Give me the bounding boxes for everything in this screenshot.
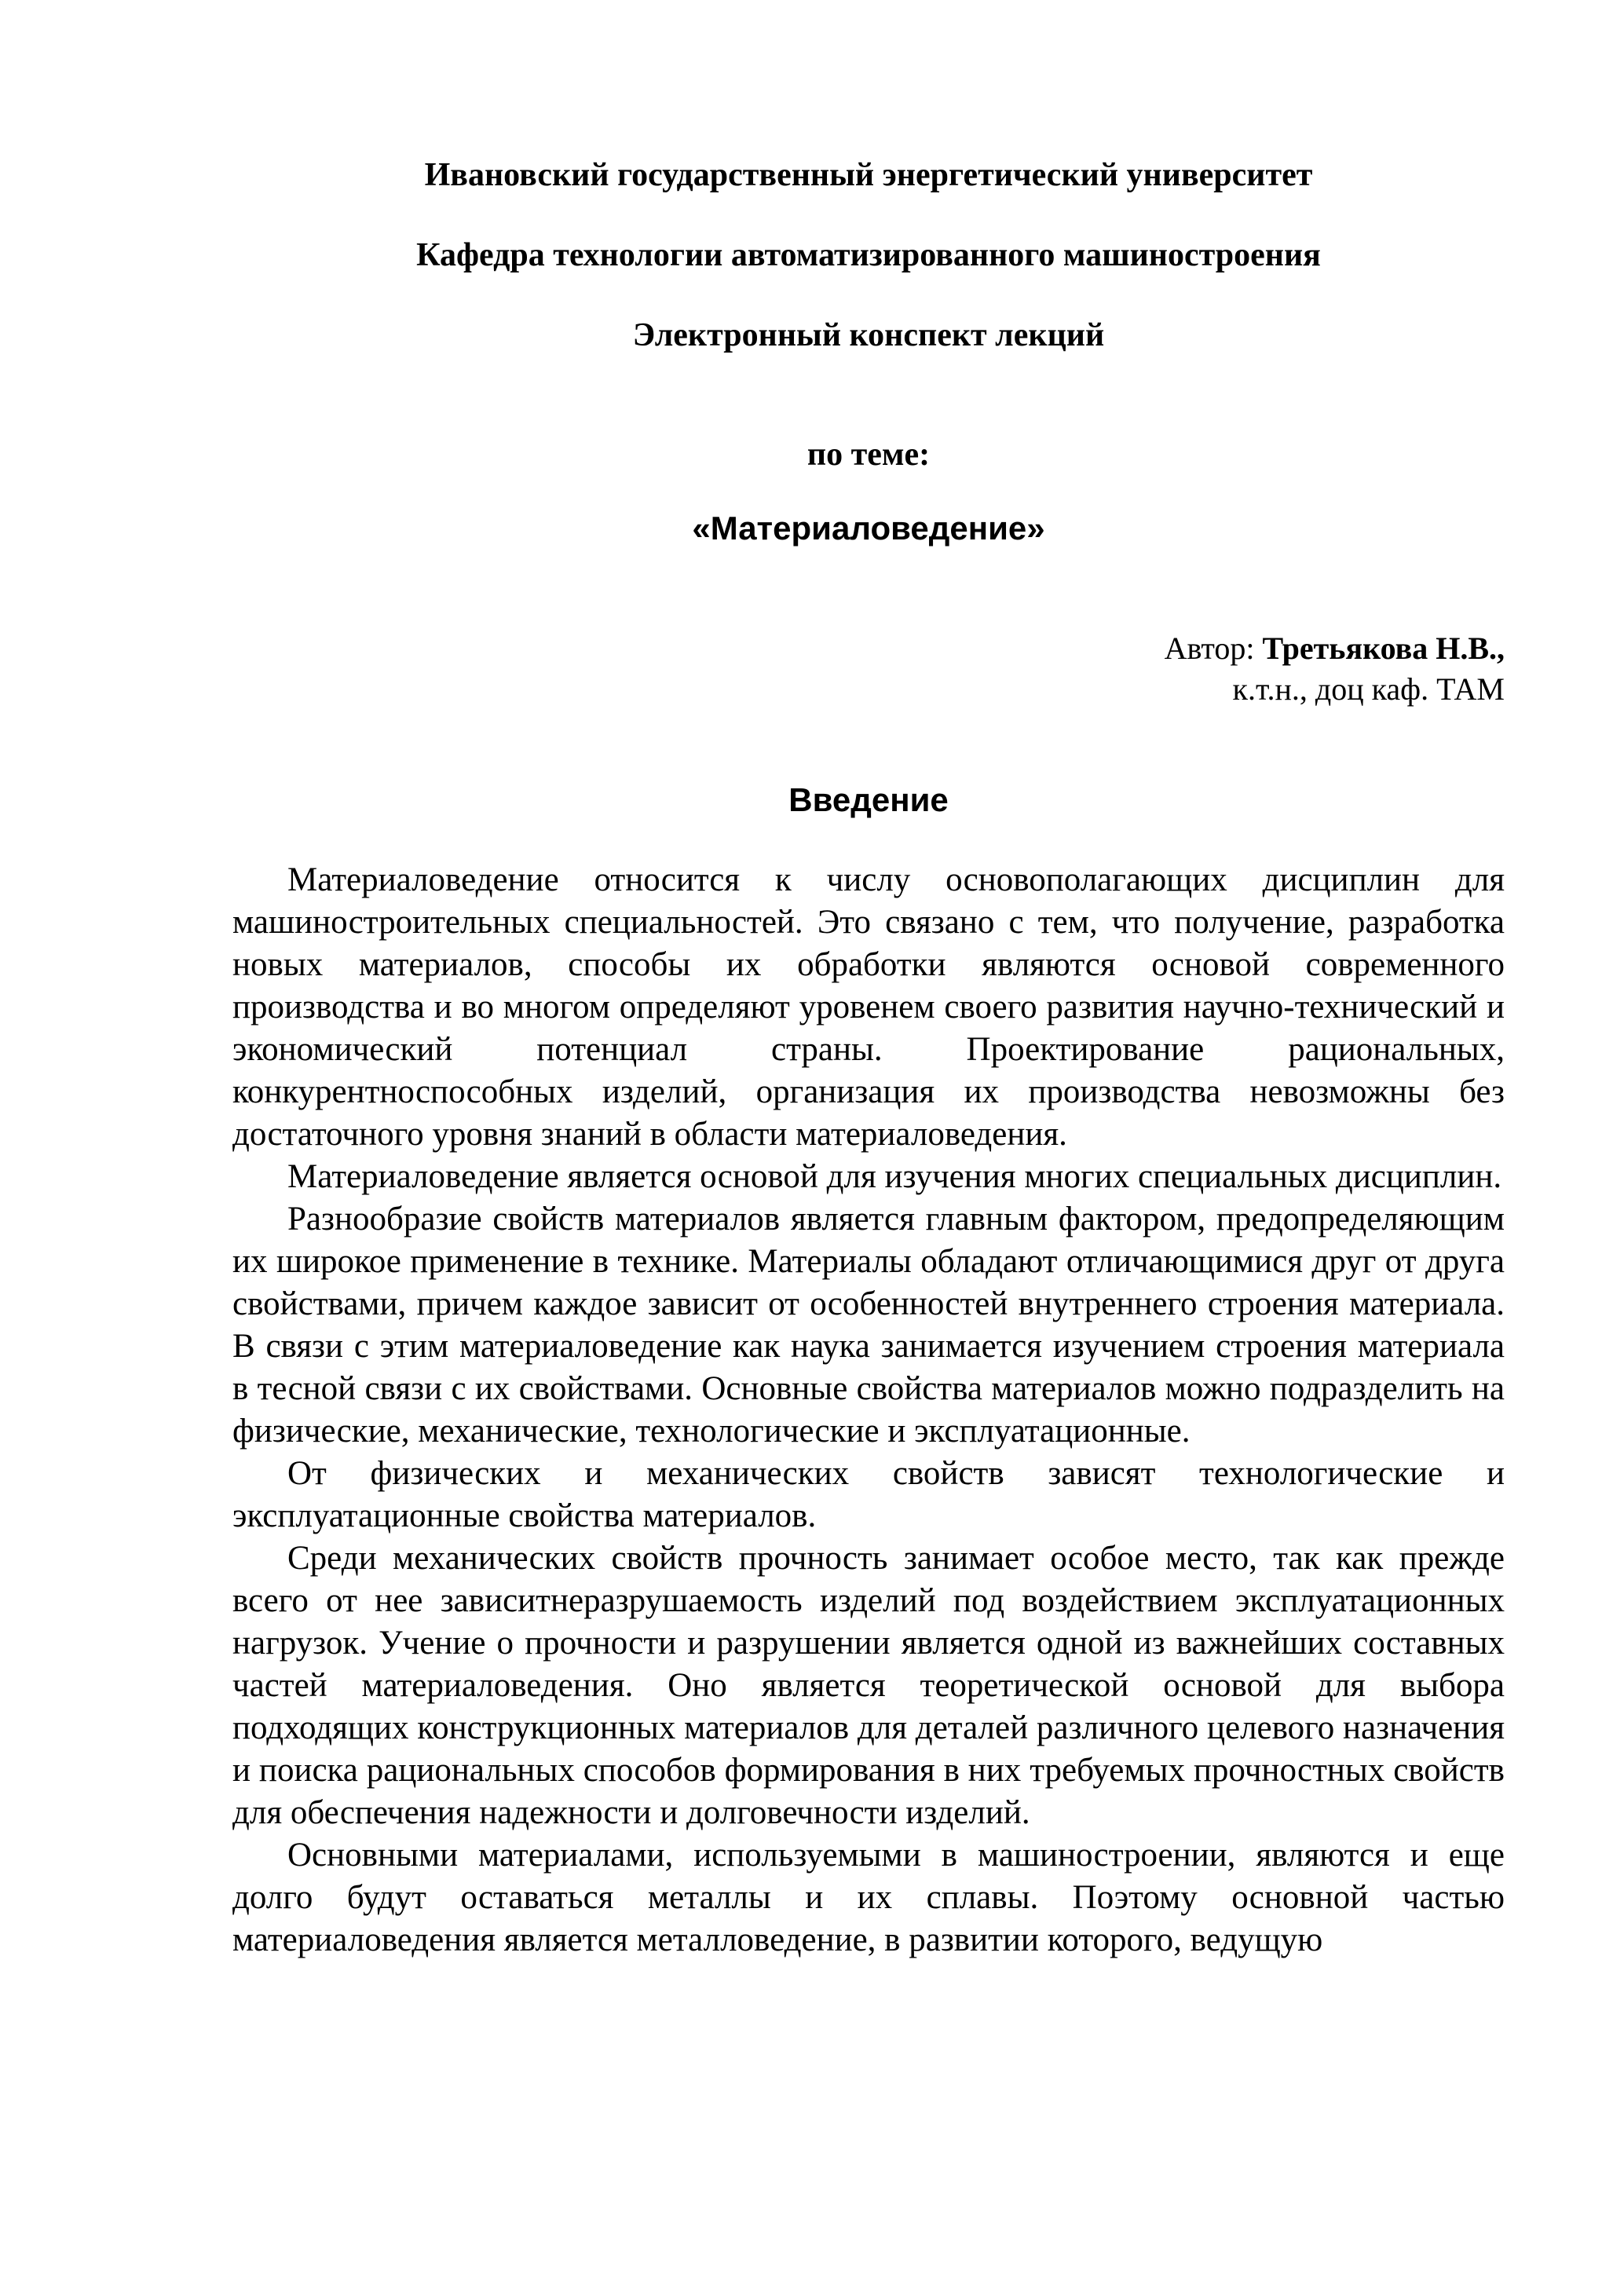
document-type-title: Электронный конспект лекций (632, 317, 1105, 353)
paragraph: Среди механических свойств прочность занимает особое место, так как прежде всего от нее зависитнеразрушаемость изделий под воздействием эксплуатационных нагрузок. Учение о прочности и разрушении является одной из важнейших составных частей материаловедения. Оно является теоретической основой для выбора подходящих конструкционных материалов для деталей различного целевого назначения и поиска рациональных способов формирования в них требуемых прочностных свойств для обеспечения надежности и долговечности изделий. (232, 1540, 1505, 1831)
university-title: Ивановский государственный энергетический университет (424, 157, 1313, 193)
section-heading: Введение (788, 781, 949, 818)
paragraph: Разнообразие свойств материалов является главным фактором, предопределяющим их широкое применение в технике. Материалы обладают отличающимися друг от друга свойствами, причем каждое зависит от особенностей внутреннего строения материала. В связи с этим материаловедение как наука занимается изучением строения материала в тесной связи с их свойствами. Основные свойства материалов можно подразделить на физические, механические, технологические и эксплуатационные. (232, 1201, 1505, 1450)
author-label: Автор: (1164, 631, 1255, 666)
author-position: к.т.н., доц каф. ТАМ (1232, 671, 1505, 707)
topic-label: по теме: (807, 437, 931, 473)
paragraph: Основными материалами, используемыми в машиностроении, являются и еще долго будут оставаться металлы и их сплавы. Поэтому основной частью материаловедения является металловедение, в развитии которого, ведущую (232, 1837, 1505, 1958)
paragraph: Материаловедение является основой для изучения многих специальных дисциплин. (287, 1158, 1502, 1195)
author-line (1165, 628, 1505, 669)
topic-title: «Материаловедение» (692, 510, 1045, 547)
author-name: Третьякова Н.В., (1262, 631, 1505, 666)
author-block (1165, 628, 1505, 710)
department-title: Кафедра технологии автоматизированного машиностроения (416, 237, 1321, 273)
paragraph: Материаловедение относится к числу основополагающих дисциплин для машиностроительных специальностей. Это связано с тем, что получение, разработка новых материалов, способы их обработки являются основой современного производства и во многом определяют уровенем своего развития научно-технический и экономический потенциал страны. Проектирование рациональных, конкурентноспособных изделий, организация их производства невозможны без достаточного уровня знаний в области материаловедения. (232, 861, 1505, 1153)
body-text (232, 859, 1505, 1961)
paragraph: От физических и механических свойств зависят технологические и эксплуатационные свойства материалов. (232, 1455, 1505, 1534)
